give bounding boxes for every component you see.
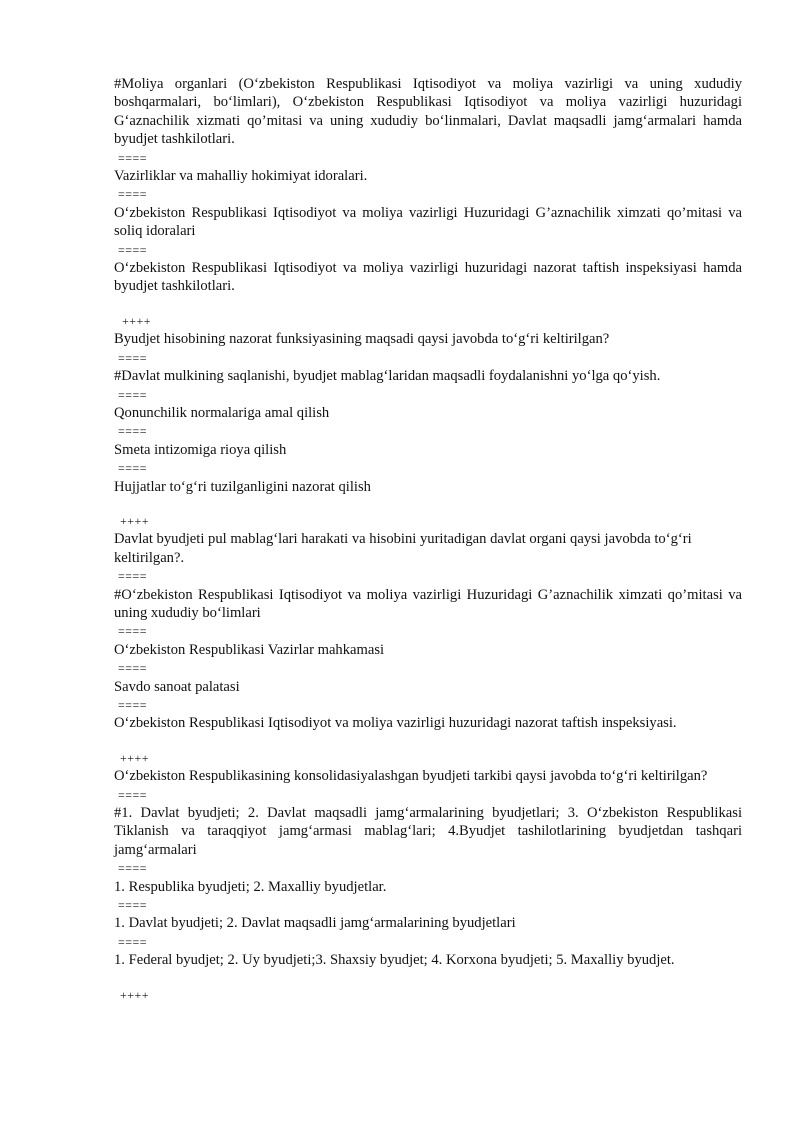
answer-option: Qonunchilik normalariga amal qilish — [114, 404, 330, 421]
answer-option: #1. Davlat byudjeti; 2. Davlat maqsadli jamg‘armalarining byudjetlari; 3. O‘zbekiston Respublikasi Tiklanish va taraqqiyot jamg‘armasi mablag‘lari; 4.Byudjet tashilotlarining byudjetdan tashqari jamg‘armalari — [114, 805, 742, 858]
separator: ==== — [118, 934, 148, 949]
answer-option: O‘zbekiston Respublikasi Vazirlar mahkamasi — [114, 641, 385, 658]
answer-option: 1. Davlat byudjeti; 2. Davlat maqsadli jamg‘armalarining byudjetlari — [114, 915, 516, 932]
question-marker: ++++ — [122, 313, 152, 328]
document-content — [114, 75, 742, 1004]
separator: ==== — [118, 242, 148, 257]
question-text: O‘zbekiston Respublikasining konsolidasiyalashgan byudjeti tarkibi qaysi javobda to‘g‘ri keltirilgan? — [114, 768, 708, 785]
question-marker: ++++ — [120, 750, 150, 765]
separator: ==== — [118, 424, 148, 439]
separator: ==== — [118, 150, 148, 165]
question-marker: ++++ — [120, 987, 150, 1002]
answer-option: Savdo sanoat palatasi — [114, 678, 240, 695]
answer-option: O‘zbekiston Respublikasi Iqtisodiyot va moliya vazirligi huzuridagi nazorat taftish inspeksiyasi. — [114, 715, 677, 732]
separator: ==== — [118, 350, 148, 365]
answer-option: 1. Respublika byudjeti; 2. Maxalliy byudjetlar. — [114, 878, 387, 895]
question-text: Davlat byudjeti pul mablag‘lari harakati va hisobini yuritadigan davlat organi qaysi javobda to‘g‘ri keltirilgan?. — [114, 531, 692, 566]
answer-option: #O‘zbekiston Respublikasi Iqtisodiyot va moliya vazirligi Huzuridagi G’aznachilik ximzati qo’mitasi va uning xududiy bo‘limlari — [114, 586, 742, 621]
answer-option: O‘zbekiston Respublikasi Iqtisodiyot va moliya vazirligi Huzuridagi G’aznachilik ximzati qo’mitasi va soliq idoralari — [114, 204, 742, 240]
separator: ==== — [118, 624, 148, 639]
separator: ==== — [118, 461, 148, 476]
separator: ==== — [118, 898, 148, 913]
answer-option: 1. Federal byudjet; 2. Uy byudjeti;3. Shaxsiy byudjet; 4. Korxona byudjeti; 5. Maxalliy byudjet. — [114, 952, 675, 969]
separator: ==== — [118, 387, 148, 402]
answer-option: Hujjatlar to‘g‘ri tuzilganligini nazorat qilish — [114, 478, 371, 495]
answer-option: Vazirliklar va mahalliy hokimiyat idoralari. — [114, 168, 368, 185]
answer-option: #Moliya organlari (O‘zbekiston Respublikasi Iqtisodiyot va moliya vazirligi va uning xududiy boshqarmalari, bo‘limlari), O‘zbekiston Respublikasi Iqtisodiyot va moliya vazirligi huzuridagi G‘aznachilik xizmati qo’mitasi va uning xududiy bo‘linmalari, Davlat maqsadli jamg‘armalari hamda byudjet tashkilotlari. — [114, 76, 742, 148]
answer-option: O‘zbekiston Respublikasi Iqtisodiyot va moliya vazirligi huzuridagi nazorat taftish inspeksiyasi hamda byudjet tashkilotlari. — [114, 260, 742, 295]
separator: ==== — [118, 787, 148, 802]
separator: ==== — [118, 698, 148, 712]
answer-option: Smeta intizomiga rioya qilish — [114, 441, 287, 458]
question-marker: ++++ — [120, 513, 150, 528]
separator: ==== — [118, 569, 148, 584]
separator: ==== — [118, 187, 148, 202]
separator: ==== — [118, 661, 148, 676]
separator: ==== — [118, 861, 148, 876]
answer-option: #Davlat mulkining saqlanishi, byudjet mablag‘laridan maqsadli foydalanishni yo‘lga qo‘yish. — [114, 368, 661, 385]
question-text: Byudjet hisobining nazorat funksiyasining maqsadi qaysi javobda to‘g‘ri keltirilgan? — [114, 331, 610, 348]
